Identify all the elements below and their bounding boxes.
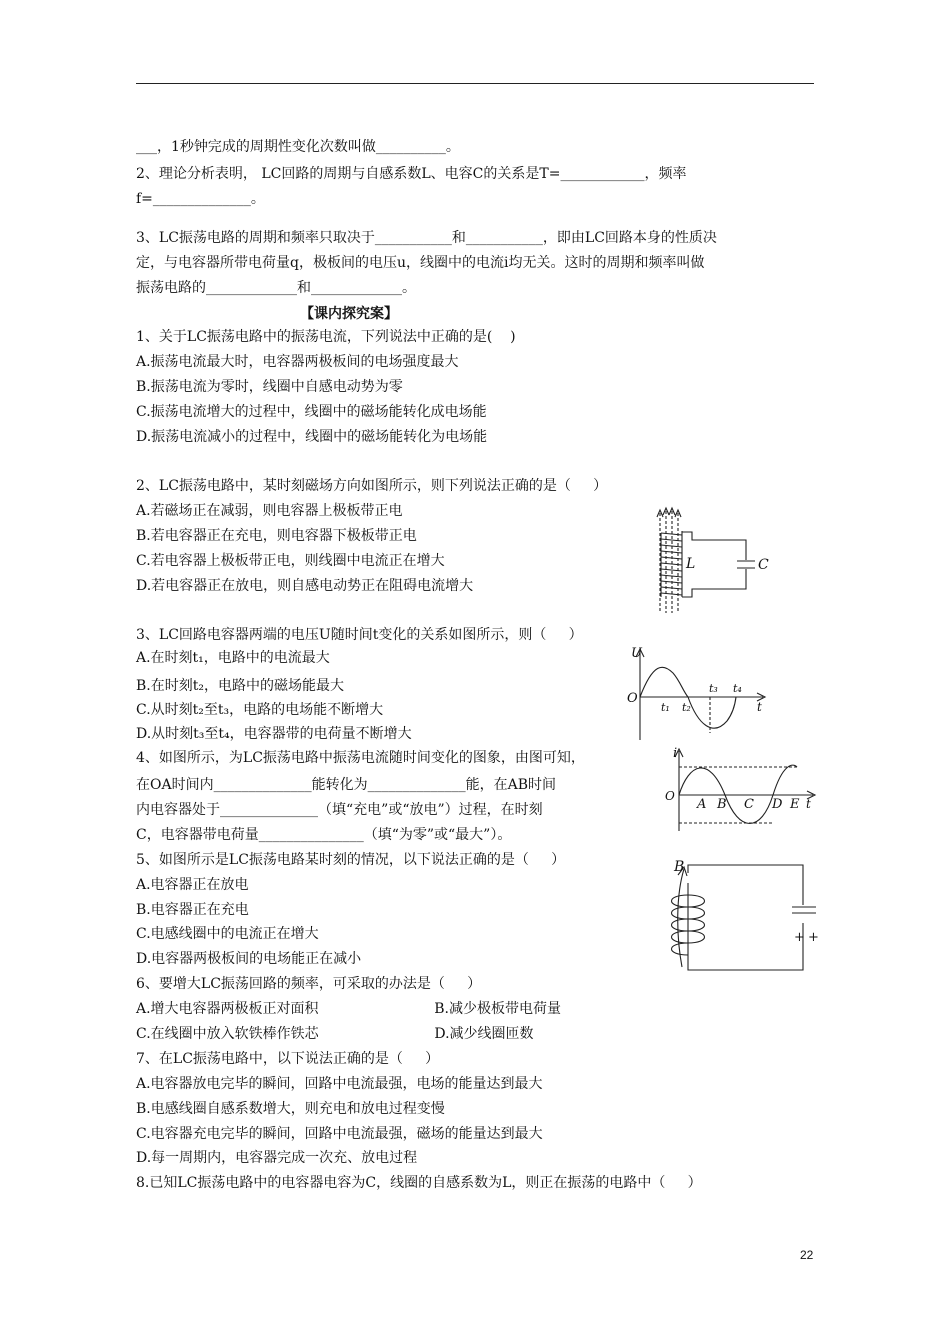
q3-option-c: C.从时刻t₂至t₃，电路的电场能不断增大 [136,702,384,718]
q1-option-a: A.振荡电流最大时，电容器两极板间的电场强度最大 [136,354,459,370]
t-axis-label: t [806,797,811,811]
voltage-time-graph [625,645,770,745]
origin-label: O [665,789,675,803]
q5-stem: 5、如图所示是LC振荡电路某时刻的情况，以下说法正确的是（ ） [136,852,566,868]
q4-line-3: 内电容器处于______________（填“充电”或“放电”）过程，在时刻 [136,802,543,818]
point-a-label: A [697,797,707,812]
q1-option-d: D.振荡电流减小的过程中，线圈中的磁场能转化为电场能 [136,429,488,445]
point-d-label: D [772,797,783,812]
origin-label: O [627,691,638,706]
point-b-label: B [717,797,727,812]
q6-options-ab: A.增大电容器两极板正对面积 B.减少极板带电荷量 [136,1001,562,1017]
q5-option-a: A.电容器正在放电 [136,877,249,893]
q5-option-b: B.电容器正在充电 [136,902,249,918]
q2-option-a: A.若磁场正在减弱，则电容器上极板带正电 [136,503,403,519]
q7-stem: 7、在LC振荡电路中，以下说法正确的是（ ） [136,1051,440,1067]
q2-option-d: D.若电容器正在放电，则自感电动势正在阻碍电流增大 [136,578,474,594]
i-axis-label: i [673,746,678,761]
q2-stem: 2、LC振荡电路中，某时刻磁场方向如图所示，则下列说法正确的是（ ） [136,478,608,494]
inductor-label: L [686,556,696,572]
t4-label: t₄ [733,682,742,695]
current-time-graph [665,745,825,835]
t-axis-label: t [757,700,762,714]
section-title: 【课内探究案】 [300,306,398,322]
q1-option-c: C.振荡电流增大的过程中，线圈中的磁场能转化成电场能 [136,404,487,420]
lc-circuit-figure [648,505,778,617]
t3-label: t₃ [709,682,718,695]
q7-option-d: D.每一周期内，电容器完成一次充、放电过程 [136,1150,418,1166]
q2-option-b: B.若电容器正在充电，则电容器下极板带正电 [136,528,417,544]
fill-line-frequency-end: ___，1秒钟完成的周期性变化次数叫做__________。 [136,139,460,155]
fill-line-intrinsic-2: 定，与电容器所带电荷量q，极板间的电压u，线圈中的电流i均无关。这时的周期和频率叫做 [136,255,705,271]
fill-line-intrinsic-3: 振荡电路的_____________和_____________。 [136,280,416,296]
fill-line-intrinsic-1: 3、LC振荡电路的周期和频率只取决于___________和___________，即由LC回路本身的性质决 [136,230,717,246]
plate-plus-right: + [808,930,819,945]
page-number: 22 [800,1248,814,1262]
t2-label: t₂ [682,701,691,714]
solenoid-capacitor-figure [658,855,828,975]
q7-option-b: B.电感线圈自感系数增大，则充电和放电过程变慢 [136,1101,445,1117]
point-c-label: C [744,797,754,812]
t1-label: t₁ [661,701,670,714]
plate-plus-left: + [794,930,805,945]
header-rule [136,83,814,84]
q7-option-a: A.电容器放电完毕的瞬间，回路中电流最强，电场的能量达到最大 [136,1076,543,1092]
b-field-label: B [674,859,685,875]
q1-stem: 1、关于LC振荡电路中的振荡电流，下列说法中正确的是( ) [136,329,516,345]
q8-stem: 8.已知LC振荡电路中的电容器电容为C，线圈的自感系数为L，则正在振荡的电路中（ ） [136,1175,702,1191]
u-axis-label: U [631,646,642,661]
q1-option-b: B.振荡电流为零时，线圈中自感电动势为零 [136,379,403,395]
q7-option-c: C.电容器充电完毕的瞬间，回路中电流最强，磁场的能量达到最大 [136,1126,543,1142]
q6-options-cd: C.在线圈中放入软铁棒作铁芯 D.减少线圈匝数 [136,1026,534,1042]
q4-line-1: 4、如图所示，为LC振荡电路中振荡电流随时间变化的图象，由图可知， [136,750,585,766]
q2-option-c: C.若电容器上极板带正电，则线圈中电流正在增大 [136,553,445,569]
fill-line-frequency-formula: f=______________。 [136,191,265,207]
q3-stem: 3、LC回路电容器两端的电压U随时间t变化的关系如图所示，则（ ） [136,627,583,643]
q6-stem: 6、要增大LC振荡回路的频率，可采取的办法是（ ） [136,976,482,992]
q3-option-a: A.在时刻t₁，电路中的电流最大 [136,650,330,666]
q4-line-2: 在OA时间内______________能转化为______________能，在AB时间 [136,777,556,793]
q5-option-d: D.电容器两极板间的电场能正在减小 [136,951,362,967]
q3-option-d: D.从时刻t₃至t₄，电容器带的电荷量不断增大 [136,726,412,742]
point-e-label: E [790,797,800,812]
q5-option-c: C.电感线圈中的电流正在增大 [136,926,319,942]
q4-line-4: C，电容器带电荷量_______________（填“为零”或“最大”）。 [136,827,512,843]
q3-option-b: B.在时刻t₂，电路中的磁场能最大 [136,678,344,694]
capacitor-label: C [758,557,769,573]
fill-line-period-formula: 2、理论分析表明， LC回路的周期与自感系数L、电容C的关系是T=____________，频率 [136,166,687,182]
